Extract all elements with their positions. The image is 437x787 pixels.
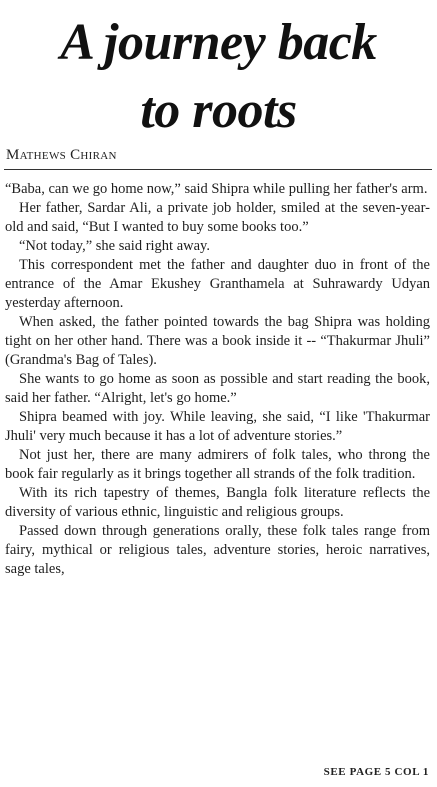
headline-line-1: A journey back [60,14,377,71]
continuation-note: SEE PAGE 5 COL 1 [323,766,429,778]
byline-divider [4,169,432,170]
paragraph-4: This correspondent met the father and daughter duo in front of the entrance of the Amar Ekushey Granthamela at Suhrawardy Udyan yesterday afternoon. [5,257,430,311]
paragraph-6: She wants to go home as soon as possible and start reading the book, said her father. “Alright, let's go home.” [5,371,430,406]
paragraph-8: Not just her, there are many admirers of folk tales, who throng the book fair regularly as it brings together all strands of the folk tradition. [5,447,430,482]
headline-line-2: to roots [140,82,297,139]
paragraph-5: When asked, the father pointed towards the bag Shipra was holding tight on her other hand. There was a book inside it -- “Thakurmar Jhuli” (Grandma's Bag of Tales). [5,314,430,368]
article-body [5,180,430,579]
byline: Mathews Chiran [6,147,117,163]
paragraph-7: Shipra beamed with joy. While leaving, she said, “I like 'Thakurmar Jhuli' very much because it has a lot of adventure stories.” [5,409,430,444]
paragraph-10: Passed down through generations orally, these folk tales range from fairy, mythical or religious tales, adventure stories, heroic narratives, sage tales, [5,523,430,577]
paragraph-2: Her father, Sardar Ali, a private job holder, smiled at the seven-year-old and said, “But I wanted to buy some books too.” [5,200,430,235]
paragraph-3: “Not today,” she said right away. [19,238,210,254]
paragraph-1: “Baba, can we go home now,” said Shipra while pulling her father's arm. [5,181,428,197]
paragraph-9: With its rich tapestry of themes, Bangla folk literature reflects the diversity of various ethnic, linguistic and religious groups. [5,485,430,520]
